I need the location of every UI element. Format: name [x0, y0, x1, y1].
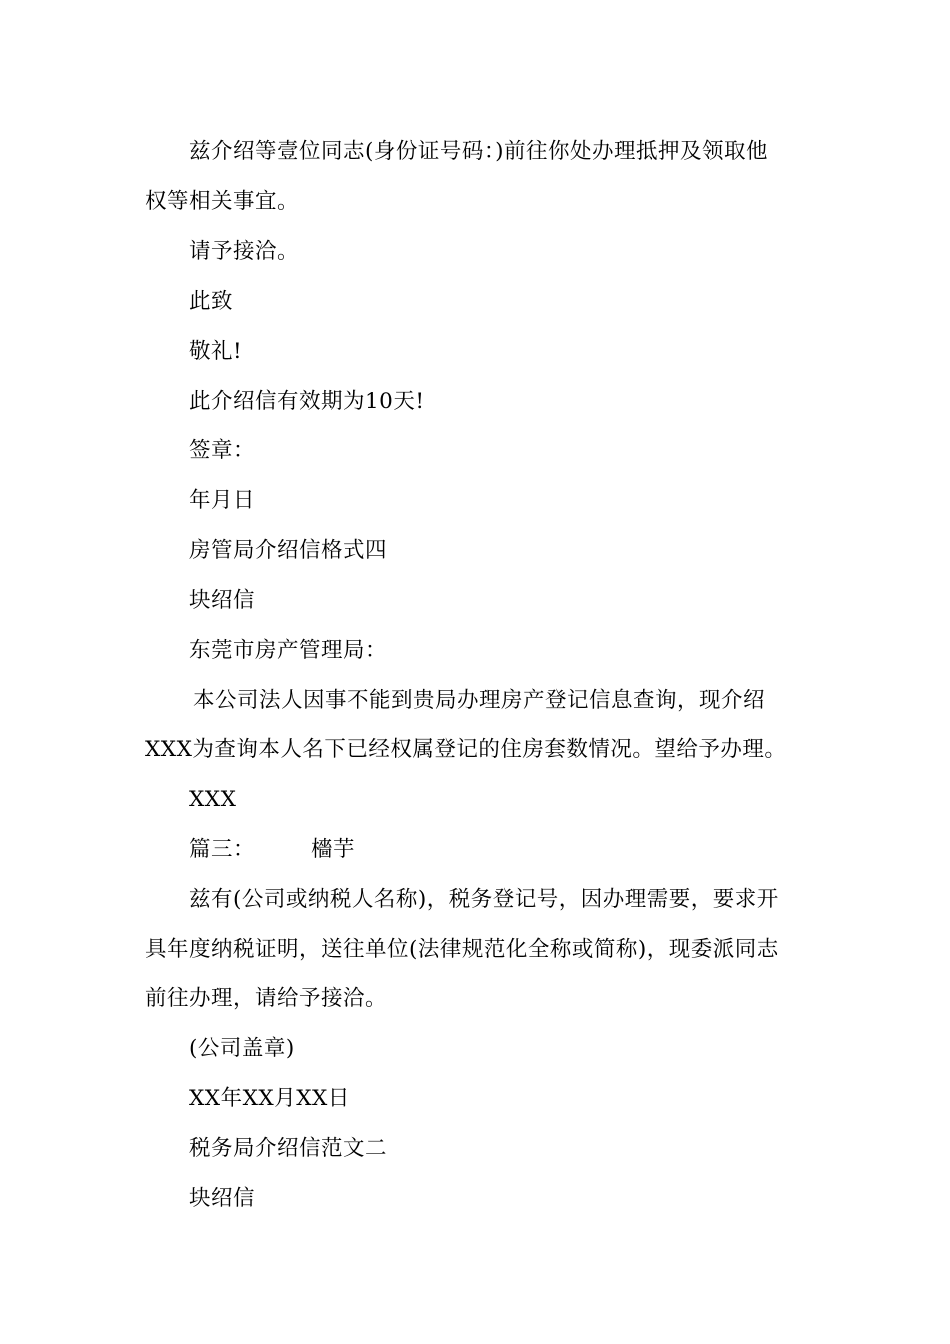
- paragraph-line: 年月日: [189, 488, 256, 513]
- paragraph-line: 具年度纳税证明，送往单位(法律规范化全称或简称)，现委派同志: [145, 937, 779, 962]
- paragraph-line: XX年XX月XX日: [189, 1086, 350, 1111]
- section-heading-line: [189, 835, 355, 865]
- section-heading-text: 檣芋: [311, 837, 356, 862]
- paragraph-line: 块绍信: [189, 588, 256, 613]
- paragraph-line: 敬礼!: [189, 339, 243, 364]
- paragraph-line: 权等相关事宜。: [145, 189, 300, 214]
- paragraph-line: (公司盖章): [189, 1036, 295, 1061]
- paragraph-line: 税务局介绍信范文二: [189, 1136, 388, 1161]
- paragraph-line: 此致: [189, 289, 234, 314]
- paragraph-line: 本公司法人因事不能到贵局办理房产登记信息查询，现介绍: [193, 688, 766, 713]
- paragraph-line: XXX: [189, 787, 237, 812]
- section-heading: 篇三：: [189, 837, 256, 862]
- paragraph-line: 房管局介绍信格式四: [189, 538, 388, 563]
- paragraph-line: 东莞市房产管理局：: [189, 638, 388, 663]
- paragraph-line: 签章：: [189, 438, 256, 463]
- paragraph-line: 请予接洽。: [189, 239, 300, 264]
- paragraph-line: 块绍信: [189, 1186, 256, 1211]
- paragraph-line: 兹介绍等壹位同志(身份证号码：)前往你处办理抵押及领取他: [189, 139, 769, 164]
- paragraph-line: XXX为查询本人名下已经权属登记的住房套数情况。望给予办理。: [145, 737, 787, 762]
- paragraph-line: 兹有(公司或纳税人名称)，税务登记号，因办理需要，要求开: [189, 887, 779, 912]
- paragraph-line: 此介绍信有效期为10天!: [189, 389, 425, 414]
- paragraph-line: 前往办理，请给予接洽。: [145, 986, 388, 1011]
